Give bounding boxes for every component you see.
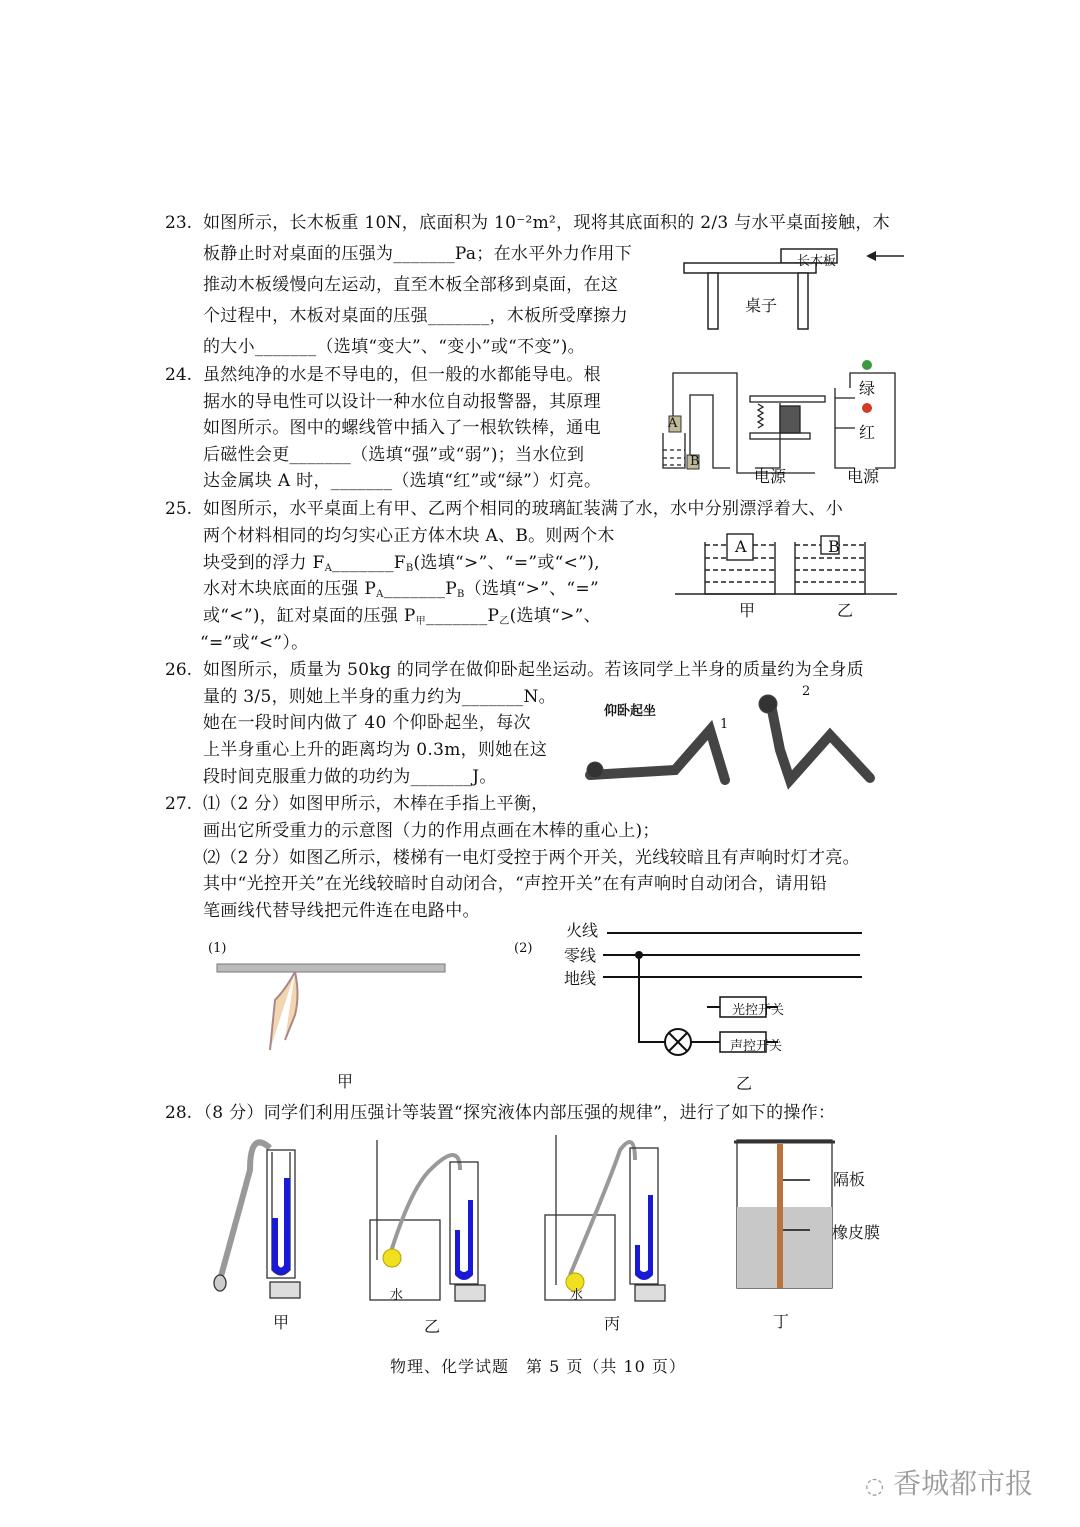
question-text: 她在一段时间内做了 40 个仰卧起坐，每次 [203, 713, 531, 733]
question-text: 如图所示，水平桌面上有甲、乙两个相同的玻璃缸装满了水，水中分别漂浮着大、小 [203, 499, 844, 519]
watermark [865, 1462, 1033, 1502]
subscript: 乙 [499, 616, 510, 627]
question-number: 27. [165, 794, 193, 814]
part-2-label: (2) [514, 941, 533, 956]
question-text: 两个材料相同的均匀实心正方体木块 A、B。则两个木 [203, 526, 615, 546]
question-text: 达金属块 A 时，_______（选填“红”或“绿”）灯亮。 [203, 471, 602, 491]
tanks-diagram [675, 530, 905, 600]
figure-yi-label: 乙 [424, 1317, 441, 1336]
block-b-label: B [828, 537, 840, 556]
figure-jia-label: 甲 [273, 1313, 290, 1332]
figure-yi-label: 乙 [736, 1074, 753, 1093]
text: (选填“>”、 [509, 606, 601, 626]
text: 或“<”)，缸对桌面的压强 P [203, 606, 416, 626]
light-switch-label: 光控开关 [732, 1003, 785, 1018]
text: (选填“>”、“=”或“<”), [413, 553, 600, 573]
question-text: 虽然纯净的水是不导电的，但一般的水都能导电。根 [203, 365, 601, 385]
zero-line-label: 零线 [564, 946, 597, 965]
question-text: 其中“光控开关”在光线较暗时自动闭合，“声控开关”在有声响时自动闭合，请用铅 [203, 874, 828, 894]
question-number: 24. [165, 365, 193, 385]
watermark-text: 香城都市报 [893, 1467, 1034, 1500]
question-text: ⑵（2 分）如图乙所示，楼梯有一电灯受控于两个开关，光线较暗且有声响时灯才亮。 [203, 848, 860, 868]
question-text: 如图所示。图中的螺线管中插入了一根软铁棒，通电 [203, 418, 601, 438]
text: 块受到的浮力 F [203, 553, 325, 573]
question-text: 后磁性会更_______（选填“强”或“弱”)；当水位到 [203, 445, 585, 465]
question-text [203, 605, 601, 633]
question-text: 个过程中，木板对桌面的压强_______，木板所受摩擦力 [203, 306, 628, 326]
question-text [203, 578, 599, 606]
question-text: 笔画线代替导线把元件连在电路中。 [203, 901, 480, 921]
question-text: “=”或“<”）。 [200, 633, 309, 653]
figure-bing-label: 丙 [604, 1314, 621, 1333]
fire-line-label: 火线 [566, 921, 599, 940]
question-text: （8 分）同学们利用压强计等装置“探究液体内部压强的规律”，进行了如下的操作： [195, 1103, 836, 1123]
red-light-label: 红 [859, 423, 876, 442]
pressure-gauge-diagrams [210, 1130, 930, 1300]
figure-ding-label: 丁 [773, 1312, 790, 1331]
question-text: ⑴（2 分）如图甲所示，木棒在手指上平衡， [203, 794, 549, 814]
wechat-icon: ◌ [865, 1474, 885, 1499]
subscript: A [324, 563, 333, 574]
question-text: 如图所示，长木板重 10N，底面积为 10⁻²m²，现将其底面积的 2/3 与水平桌面接触，木 [203, 213, 890, 233]
subscript: 甲 [415, 616, 426, 627]
part-1-label: (1) [208, 941, 227, 956]
metal-block-b-label: B [690, 454, 700, 469]
question-text: 段时间克服重力做的功约为_______J。 [203, 767, 497, 787]
board-label: 长木板 [797, 254, 837, 269]
question-text: 上半身重心上升的距离均为 0.3m，则她在这 [203, 740, 548, 760]
question-text: 据水的导电性可以设计一种水位自动报警器，其原理 [203, 392, 601, 412]
power-source-label: 电源 [847, 467, 880, 486]
metal-block-a-label: A [668, 416, 678, 431]
question-number: 23. [165, 213, 193, 233]
text: _______P [383, 579, 458, 599]
subscript: B [457, 589, 465, 600]
block-a-label: A [735, 537, 747, 556]
text: _______F [332, 553, 406, 573]
situp-title: 仰卧起坐 [604, 704, 657, 719]
green-light-label: 绿 [859, 379, 876, 398]
page-footer: 物理、化学试题 第 5 页（共 10 页） [390, 1357, 686, 1376]
question-number: 28. [165, 1103, 193, 1123]
question-text: 推动木板缓慢向左运动，直至木板全部移到桌面，在这 [203, 275, 619, 295]
ground-line-label: 地线 [564, 969, 597, 988]
text: （选填“>”、“=” [464, 579, 599, 599]
question-text: 量的 3/5，则她上半身的重力约为_______N。 [203, 687, 556, 707]
question-text [203, 552, 600, 580]
membrane-label: 橡皮膜 [832, 1223, 881, 1242]
water-label: 水 [570, 1288, 584, 1303]
water-label: 水 [390, 1288, 404, 1303]
position-2-label: 2 [802, 684, 811, 699]
position-1-label: 1 [720, 717, 729, 732]
question-number: 26. [165, 660, 193, 680]
question-text: 如图所示，质量为 50kg 的同学在做仰卧起坐运动。若该同学上半身的质量约为全身质 [203, 660, 864, 680]
tank-yi-label: 乙 [837, 601, 854, 620]
question-text: 画出它所受重力的示意图（力的作用点画在木棒的重心上)； [203, 821, 660, 841]
question-text: 板静止时对桌面的压强为_______Pa；在水平外力作用下 [203, 244, 633, 264]
stick-on-finger-diagram [215, 960, 455, 1060]
question-text: 的大小_______（选填“变大”、“变小”或“不变”)。 [203, 337, 585, 357]
text: 水对木块底面的压强 P [203, 579, 377, 599]
situp-photo [585, 690, 905, 790]
tank-jia-label: 甲 [739, 601, 756, 620]
subscript: A [376, 589, 384, 600]
question-number: 25. [165, 499, 193, 519]
sound-switch-label: 声控开关 [730, 1039, 783, 1054]
subscript: B [405, 563, 414, 574]
power-source-label: 电源 [754, 467, 787, 486]
text: _______P [425, 606, 500, 626]
partition-label: 隔板 [833, 1170, 866, 1189]
table-label: 桌子 [745, 296, 778, 315]
figure-jia-label: 甲 [337, 1072, 354, 1091]
